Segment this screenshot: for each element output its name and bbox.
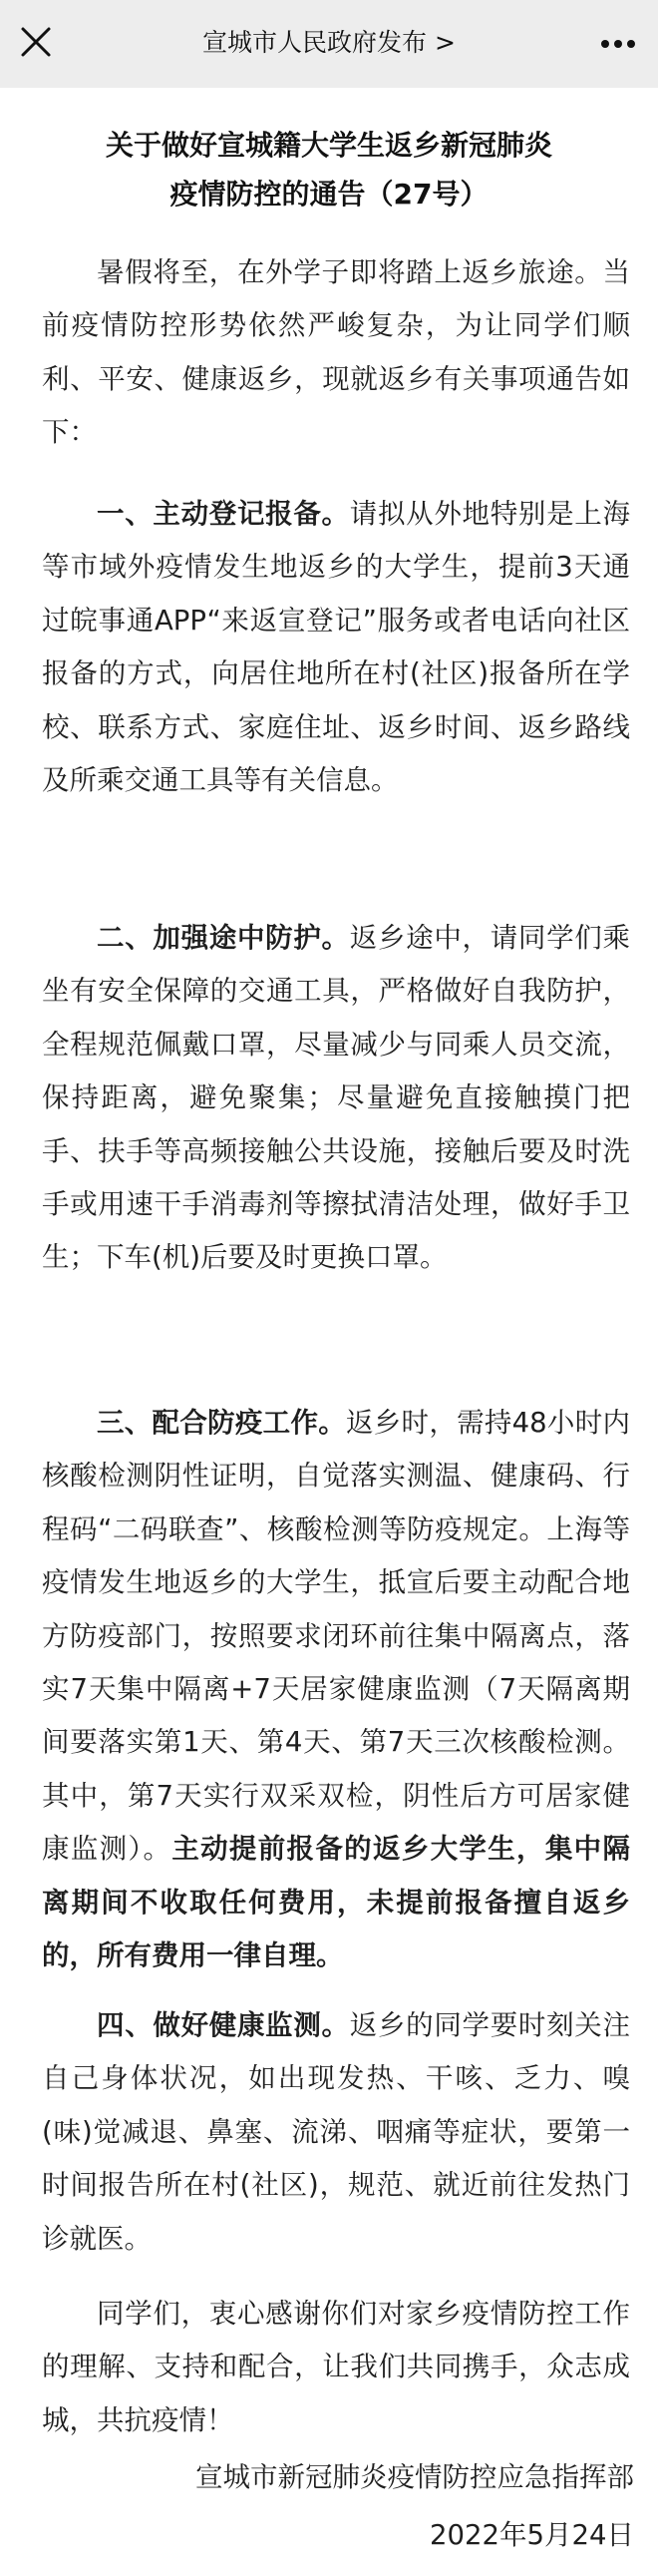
account-name-link[interactable]: 宣城市人民政府发布 > xyxy=(202,28,456,57)
section-heading-3: 三、配合防疫工作。 xyxy=(97,1407,346,1439)
section-emphasis-3: 主动提前报备的返乡大学生，集中隔离期间不收取任何费用，未提前报备擅自返乡的，所有费用一律自理。 xyxy=(42,1833,630,1972)
article-title-line-1: 关于做好宣城籍大学生返乡新冠肺炎 xyxy=(105,129,552,162)
section-body-1: 请拟从外地特别是上海等市域外疫情发生地返乡的大学生，提前3天通过皖事通APP“来返宣登记”服务或者电话向社区报备的方式，向居住地所在村(社区)报备所在学校、联系方式、家庭住址、返乡时间、返乡路线及所乘交通工具等有关信息。 xyxy=(42,498,630,797)
section-heading-4: 四、做好健康监测。 xyxy=(97,2009,350,2041)
intro-paragraph: 暑假将至，在外学子即将踏上返乡旅途。当前疫情防控形势依然严峻复杂，为让同学们顺利、平安、健康返乡，现就返乡有关事项通告如下： xyxy=(42,256,630,449)
nav-bar xyxy=(0,0,658,88)
section-paragraph-1 xyxy=(42,488,630,807)
article-title xyxy=(40,121,618,218)
close-icon[interactable] xyxy=(14,20,58,64)
section-heading-1: 一、主动登记报备。 xyxy=(97,498,350,530)
signature-organization: 宣城市新冠肺炎疫情防控应急指挥部 xyxy=(195,2461,634,2493)
section-body-4: 返乡的同学要时刻关注自己身体状况，如出现发热、干咳、乏力、嗅(味)觉减退、鼻塞、流涕、咽痛等症状，要第一时间报告所在村(社区)，规范、就近前往发热门诊就医。 xyxy=(42,2009,630,2255)
signature-date: 2022年5月24日 xyxy=(430,2519,634,2551)
closing-paragraph: 同学们，衷心感谢你们对家乡疫情防控工作的理解、支持和配合，让我们共同携手，众志成城，共抗疫情！ xyxy=(42,2298,630,2436)
section-heading-2: 二、加强途中防护。 xyxy=(97,922,350,954)
article-title-line-2: 疫情防控的通告（27号） xyxy=(169,178,489,211)
article-body xyxy=(0,88,658,2576)
section-paragraph-2 xyxy=(42,912,630,1285)
section-paragraph-4 xyxy=(42,1999,630,2266)
section-paragraph-3 xyxy=(42,1397,630,1982)
more-icon[interactable] xyxy=(596,24,640,64)
section-body-2: 返乡途中，请同学们乘坐有安全保障的交通工具，严格做好自我防护，全程规范佩戴口罩，尽量减少与同乘人员交流，保持距离，避免聚集；尽量避免直接触摸门把手、扶手等高频接触公共设施，接触后要及时洗手或用速干手消毒剂等擦拭清洁处理，做好手卫生；下车(机)后要及时更换口罩。 xyxy=(42,922,630,1274)
section-body-3: 返乡时，需持48小时内核酸检测阴性证明，自觉落实测温、健康码、行程码“二码联查”、核酸检测等防疫规定。上海等疫情发生地返乡的大学生，抵宣后要主动配合地方防疫部门，按照要求闭环前往集中隔离点，落实7天集中隔离+7天居家健康监测（7天隔离期间要落实第1天、第4天、第7天三次核酸检测。其中，第7天实行双采双检，阴性后方可居家健康监测）。 xyxy=(42,1407,630,1866)
